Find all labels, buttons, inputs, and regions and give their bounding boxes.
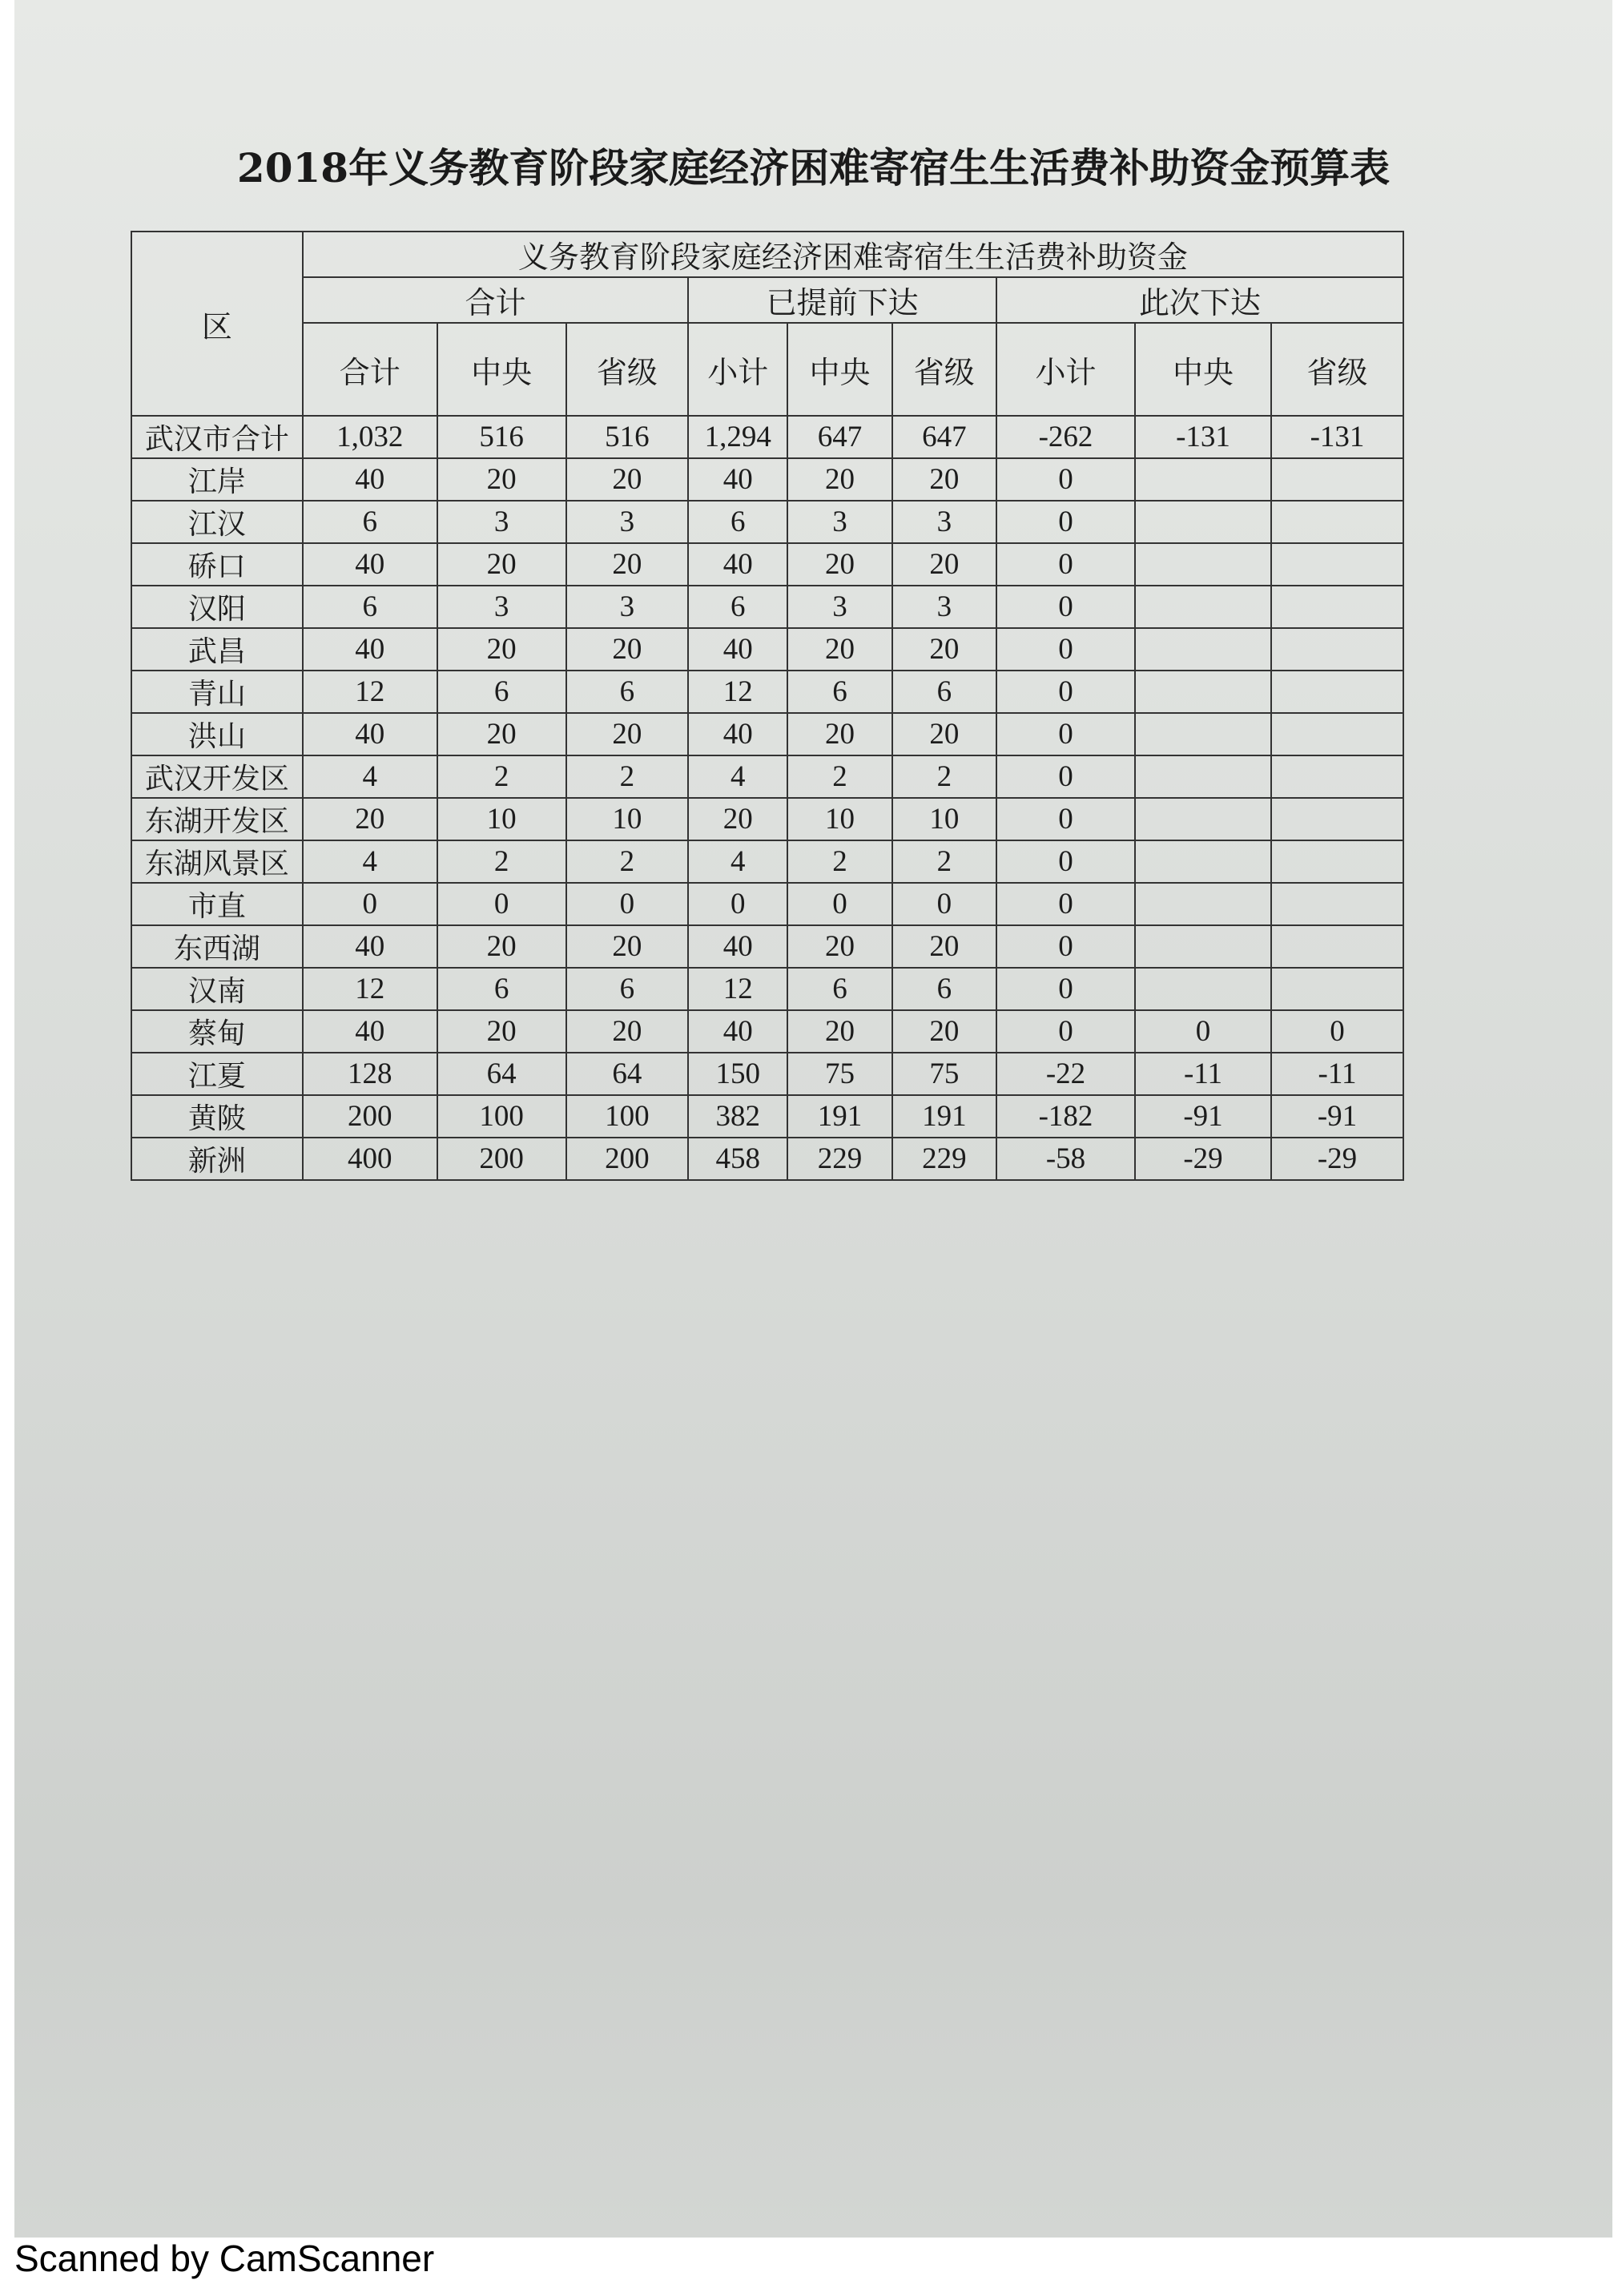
value-cell [1271, 968, 1403, 1010]
value-cell: 6 [437, 968, 566, 1010]
header-row-sub [131, 323, 1403, 416]
value-cell: 0 [996, 1010, 1135, 1053]
value-cell: 128 [303, 1053, 437, 1095]
value-cell: 3 [787, 501, 891, 543]
table-row [131, 628, 1403, 671]
group-header-advance: 已提前下达 [688, 277, 996, 323]
value-cell: 0 [996, 458, 1135, 501]
table-row [131, 883, 1403, 925]
district-name-cell: 新洲 [131, 1138, 303, 1180]
value-cell: 0 [1135, 1010, 1271, 1053]
value-cell: 20 [892, 925, 996, 968]
value-cell: 6 [688, 586, 787, 628]
value-cell [1135, 713, 1271, 755]
value-cell: 0 [996, 543, 1135, 586]
value-cell: 20 [787, 1010, 891, 1053]
value-cell: 200 [437, 1138, 566, 1180]
value-cell: 20 [787, 925, 891, 968]
value-cell: 40 [303, 628, 437, 671]
value-cell: 3 [566, 586, 689, 628]
value-cell: 20 [892, 628, 996, 671]
value-cell: 647 [892, 416, 996, 458]
table-row [131, 501, 1403, 543]
district-name-cell: 江汉 [131, 501, 303, 543]
value-cell: 6 [787, 671, 891, 713]
district-name-cell: 武汉市合计 [131, 416, 303, 458]
budget-table [131, 231, 1404, 1181]
value-cell: 40 [303, 543, 437, 586]
value-cell: 4 [688, 840, 787, 883]
value-cell: 0 [996, 755, 1135, 798]
value-cell: 20 [566, 925, 689, 968]
value-cell: 0 [688, 883, 787, 925]
value-cell: 2 [892, 755, 996, 798]
value-cell: 6 [787, 968, 891, 1010]
district-name-cell: 江夏 [131, 1053, 303, 1095]
value-cell: 20 [437, 713, 566, 755]
value-cell: 6 [437, 671, 566, 713]
value-cell: 12 [303, 968, 437, 1010]
value-cell: 4 [688, 755, 787, 798]
sub-header-advance-provincial: 省级 [892, 323, 996, 416]
value-cell: 150 [688, 1053, 787, 1095]
value-cell [1135, 586, 1271, 628]
value-cell: 516 [437, 416, 566, 458]
value-cell: -131 [1271, 416, 1403, 458]
value-cell: 6 [688, 501, 787, 543]
value-cell: 100 [566, 1095, 689, 1138]
value-cell: 10 [892, 798, 996, 840]
value-cell: 1,294 [688, 416, 787, 458]
value-cell: 20 [303, 798, 437, 840]
table-row [131, 1053, 1403, 1095]
value-cell: 0 [787, 883, 891, 925]
value-cell: -262 [996, 416, 1135, 458]
value-cell: 3 [892, 586, 996, 628]
value-cell: 20 [437, 543, 566, 586]
value-cell: 10 [437, 798, 566, 840]
value-cell [1135, 543, 1271, 586]
value-cell: 516 [566, 416, 689, 458]
sub-header-current-provincial: 省级 [1271, 323, 1403, 416]
value-cell: 20 [437, 925, 566, 968]
header-row-fund [131, 232, 1403, 277]
district-name-cell: 东湖开发区 [131, 798, 303, 840]
value-cell: 0 [996, 925, 1135, 968]
district-name-cell: 蔡甸 [131, 1010, 303, 1053]
value-cell: 0 [996, 501, 1135, 543]
value-cell [1271, 543, 1403, 586]
sub-header-total-provincial: 省级 [566, 323, 689, 416]
value-cell [1271, 501, 1403, 543]
value-cell [1271, 671, 1403, 713]
table-body [131, 416, 1403, 1180]
sub-header-total-sum: 合计 [303, 323, 437, 416]
value-cell: 20 [437, 628, 566, 671]
value-cell: -22 [996, 1053, 1135, 1095]
table-row [131, 755, 1403, 798]
value-cell: 40 [688, 458, 787, 501]
value-cell: 0 [996, 968, 1135, 1010]
value-cell: 3 [437, 586, 566, 628]
value-cell: 6 [892, 671, 996, 713]
value-cell: 40 [688, 628, 787, 671]
table-row [131, 968, 1403, 1010]
value-cell: 2 [566, 755, 689, 798]
value-cell: 20 [892, 713, 996, 755]
value-cell: 0 [996, 883, 1135, 925]
district-name-cell: 黄陂 [131, 1095, 303, 1138]
value-cell: -58 [996, 1138, 1135, 1180]
table-row [131, 1138, 1403, 1180]
table-row [131, 1095, 1403, 1138]
value-cell: 20 [437, 1010, 566, 1053]
value-cell: 200 [303, 1095, 437, 1138]
value-cell: -91 [1271, 1095, 1403, 1138]
value-cell: -29 [1271, 1138, 1403, 1180]
value-cell: 1,032 [303, 416, 437, 458]
value-cell [1271, 586, 1403, 628]
value-cell: -131 [1135, 416, 1271, 458]
table-row [131, 416, 1403, 458]
value-cell: -182 [996, 1095, 1135, 1138]
value-cell: 200 [566, 1138, 689, 1180]
group-header-total: 合计 [303, 277, 688, 323]
value-cell: 20 [437, 458, 566, 501]
value-cell: 10 [566, 798, 689, 840]
value-cell [1271, 713, 1403, 755]
value-cell: 4 [303, 755, 437, 798]
value-cell [1135, 798, 1271, 840]
value-cell: 20 [566, 543, 689, 586]
district-name-cell: 青山 [131, 671, 303, 713]
district-name-cell: 东西湖 [131, 925, 303, 968]
value-cell [1135, 883, 1271, 925]
value-cell: 20 [566, 458, 689, 501]
value-cell: 2 [787, 755, 891, 798]
value-cell: 40 [688, 1010, 787, 1053]
district-name-cell: 东湖风景区 [131, 840, 303, 883]
sub-header-current-central: 中央 [1135, 323, 1271, 416]
table-row [131, 586, 1403, 628]
value-cell: 6 [892, 968, 996, 1010]
value-cell [1135, 501, 1271, 543]
value-cell: 0 [1271, 1010, 1403, 1053]
value-cell: 2 [787, 840, 891, 883]
sub-header-total-central: 中央 [437, 323, 566, 416]
value-cell: 75 [892, 1053, 996, 1095]
table-row [131, 925, 1403, 968]
value-cell: 20 [566, 628, 689, 671]
value-cell: 0 [996, 840, 1135, 883]
value-cell: 191 [787, 1095, 891, 1138]
table-row [131, 713, 1403, 755]
value-cell [1271, 755, 1403, 798]
district-name-cell: 汉南 [131, 968, 303, 1010]
value-cell [1135, 671, 1271, 713]
sub-header-current-subtotal: 小计 [996, 323, 1135, 416]
district-name-cell: 武汉开发区 [131, 755, 303, 798]
value-cell [1135, 968, 1271, 1010]
value-cell: 3 [787, 586, 891, 628]
value-cell [1135, 755, 1271, 798]
value-cell: 64 [437, 1053, 566, 1095]
district-name-cell: 洪山 [131, 713, 303, 755]
value-cell: 20 [892, 543, 996, 586]
value-cell: 2 [566, 840, 689, 883]
district-name-cell: 武昌 [131, 628, 303, 671]
district-name-cell: 汉阳 [131, 586, 303, 628]
value-cell: -11 [1135, 1053, 1271, 1095]
value-cell: -11 [1271, 1053, 1403, 1095]
value-cell: 0 [996, 798, 1135, 840]
value-cell: 3 [437, 501, 566, 543]
value-cell: 20 [787, 713, 891, 755]
value-cell: -29 [1135, 1138, 1271, 1180]
district-header: 区 [131, 232, 303, 416]
header-row-groups [131, 277, 1403, 323]
value-cell [1135, 628, 1271, 671]
scanner-watermark: Scanned by CamScanner [14, 2238, 435, 2279]
value-cell: 0 [996, 586, 1135, 628]
value-cell: 6 [566, 968, 689, 1010]
table-row [131, 458, 1403, 501]
value-cell: 0 [996, 628, 1135, 671]
value-cell: 20 [787, 458, 891, 501]
value-cell: 100 [437, 1095, 566, 1138]
district-name-cell: 江岸 [131, 458, 303, 501]
value-cell: 20 [787, 628, 891, 671]
value-cell [1271, 628, 1403, 671]
value-cell [1271, 798, 1403, 840]
value-cell [1271, 925, 1403, 968]
value-cell: 2 [437, 755, 566, 798]
value-cell: 40 [688, 713, 787, 755]
value-cell: -91 [1135, 1095, 1271, 1138]
value-cell: 6 [566, 671, 689, 713]
value-cell: 229 [787, 1138, 891, 1180]
value-cell: 458 [688, 1138, 787, 1180]
value-cell: 75 [787, 1053, 891, 1095]
value-cell: 20 [566, 1010, 689, 1053]
value-cell: 40 [303, 925, 437, 968]
value-cell: 6 [303, 586, 437, 628]
table-row [131, 671, 1403, 713]
value-cell: 0 [566, 883, 689, 925]
value-cell: 382 [688, 1095, 787, 1138]
value-cell: 12 [688, 671, 787, 713]
value-cell: 40 [303, 713, 437, 755]
value-cell: 0 [996, 713, 1135, 755]
value-cell: 20 [787, 543, 891, 586]
value-cell: 64 [566, 1053, 689, 1095]
value-cell: 12 [303, 671, 437, 713]
value-cell [1271, 840, 1403, 883]
value-cell: 6 [303, 501, 437, 543]
value-cell [1271, 458, 1403, 501]
table-row [131, 840, 1403, 883]
value-cell: 3 [892, 501, 996, 543]
table-row [131, 1010, 1403, 1053]
value-cell: 0 [996, 671, 1135, 713]
scanned-page [14, 0, 1612, 2238]
sub-header-advance-central: 中央 [787, 323, 891, 416]
value-cell: 0 [892, 883, 996, 925]
value-cell: 40 [688, 925, 787, 968]
sub-header-advance-subtotal: 小计 [688, 323, 787, 416]
value-cell [1271, 883, 1403, 925]
value-cell: 12 [688, 968, 787, 1010]
value-cell: 40 [303, 1010, 437, 1053]
fund-header: 义务教育阶段家庭经济困难寄宿生生活费补助资金 [303, 232, 1403, 277]
district-name-cell: 市直 [131, 883, 303, 925]
document-title: 2018年义务教育阶段家庭经济困难寄宿生生活费补助资金预算表 [236, 144, 1391, 191]
table-row [131, 798, 1403, 840]
value-cell: 20 [892, 458, 996, 501]
district-name-cell: 硚口 [131, 543, 303, 586]
value-cell: 229 [892, 1138, 996, 1180]
value-cell: 3 [566, 501, 689, 543]
value-cell: 10 [787, 798, 891, 840]
value-cell: 0 [303, 883, 437, 925]
value-cell: 20 [688, 798, 787, 840]
value-cell: 2 [437, 840, 566, 883]
group-header-current: 此次下达 [996, 277, 1403, 323]
value-cell: 40 [303, 458, 437, 501]
value-cell: 4 [303, 840, 437, 883]
value-cell: 20 [566, 713, 689, 755]
value-cell: 647 [787, 416, 891, 458]
value-cell [1135, 925, 1271, 968]
value-cell: 40 [688, 543, 787, 586]
table-row [131, 543, 1403, 586]
value-cell: 0 [437, 883, 566, 925]
value-cell [1135, 840, 1271, 883]
value-cell: 2 [892, 840, 996, 883]
value-cell [1135, 458, 1271, 501]
value-cell: 20 [892, 1010, 996, 1053]
value-cell: 400 [303, 1138, 437, 1180]
value-cell: 191 [892, 1095, 996, 1138]
